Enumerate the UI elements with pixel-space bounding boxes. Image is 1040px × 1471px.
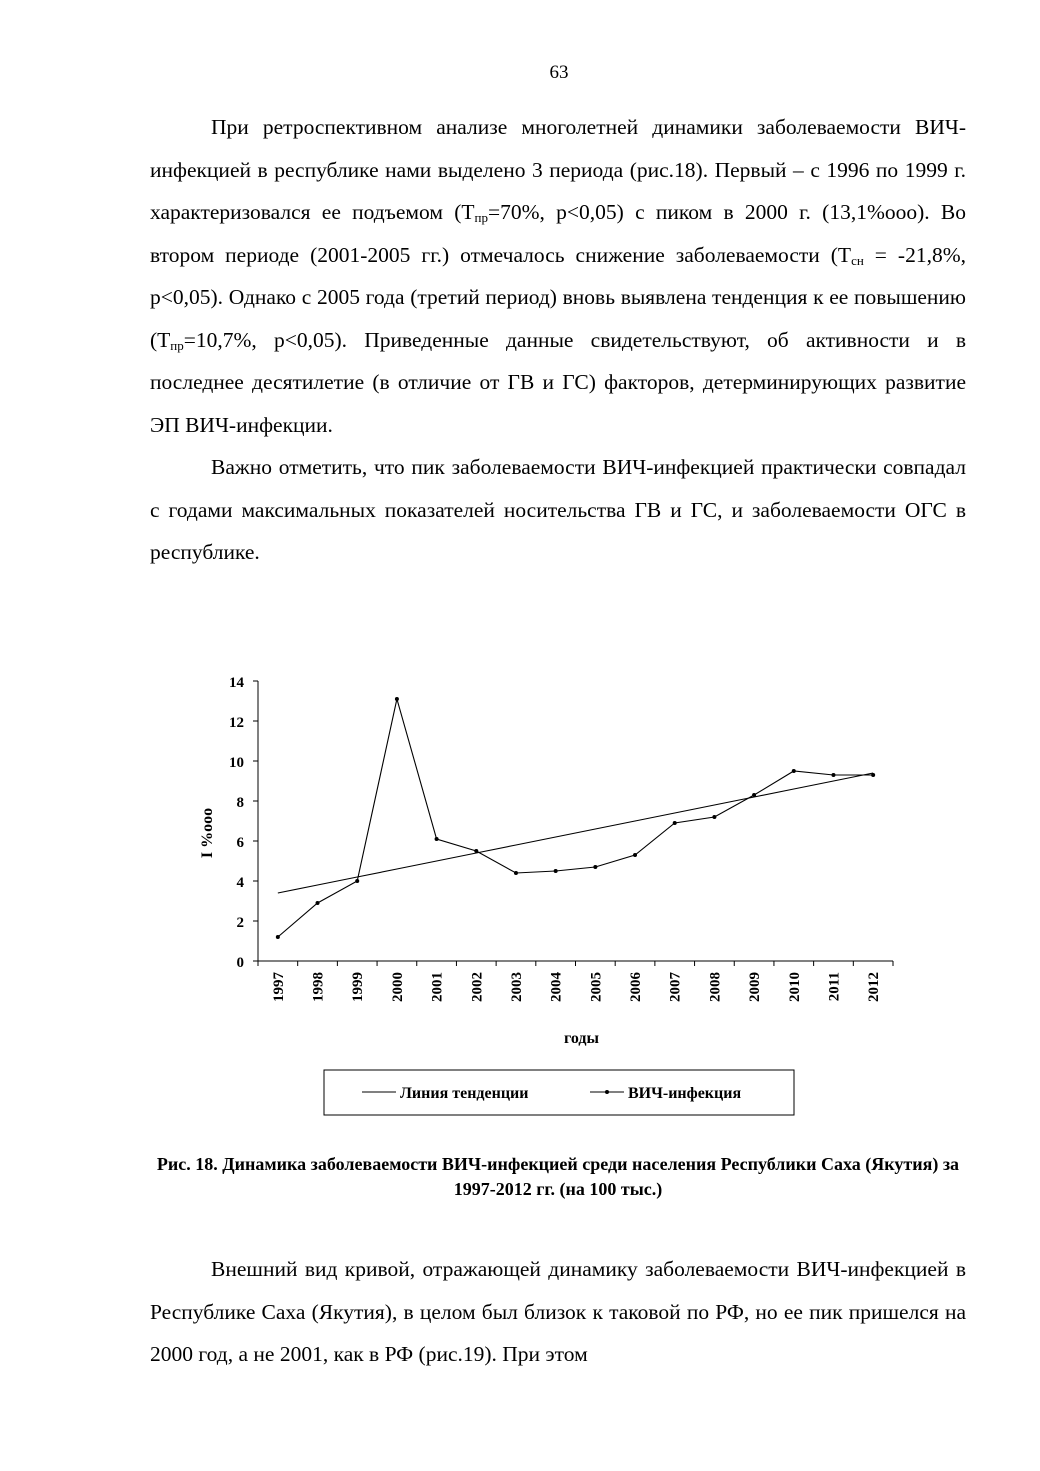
y-tick-label: 12 [229,715,244,731]
body-text-top [150,106,966,574]
paragraph-text: Важно отметить, что пик заболеваемости ВИЧ-инфекцией практически совпадал с годами максимальных показателей носительства ГВ и ГС, и заболеваемости ОГС в республике. [150,455,966,564]
data-point [355,879,359,883]
figure-chart [190,665,910,1125]
y-tick-label: 6 [236,835,244,851]
data-point [276,935,280,939]
data-point [831,773,835,777]
y-tick-label: 2 [236,915,244,931]
data-point [633,853,637,857]
page-number: 63 [549,62,569,83]
data-point [514,871,518,875]
x-tick-label: 2005 [588,972,605,1002]
subscript-text: пр [170,337,184,353]
x-tick-label: 1998 [310,972,327,1002]
y-tick-label: 10 [229,755,244,771]
x-tick-label: 2009 [747,972,764,1002]
subscript-text: сн [851,252,864,268]
legend-marker [605,1090,609,1094]
x-tick-label: 1999 [350,972,367,1002]
y-tick-label: 0 [236,955,244,971]
data-point [316,901,320,905]
y-tick-label: 4 [236,875,244,891]
x-tick-label: 2003 [508,972,525,1002]
x-tick-label: 2002 [469,972,486,1002]
data-point [395,697,399,701]
x-tick-label: 2011 [826,972,843,1002]
x-tick-label: 2012 [866,972,883,1002]
paragraph [150,1248,966,1376]
y-tick-label: 8 [236,795,244,811]
paragraph-text: =10,7%, р<0,05). Приведенные данные свидетельствуют, об активности и в последнее десятилетие (в отличие от ГВ и ГС) факторов, детерминирующих развитие ЭП ВИЧ-инфекции. [150,327,966,437]
data-point [673,821,677,825]
data-point [712,815,716,819]
data-point [792,769,796,773]
paragraph-text: При ретроспективном анализе многолетней динамики заболеваемости ВИЧ-инфекцией в республике нами выделено 3 периода (рис.18). Первый – с 1996 по 1999 г. характеризовался ее подъемом (Т [150,115,966,224]
x-tick-label: 2010 [786,972,803,1002]
data-point [593,865,597,869]
subscript-text: пр [474,210,488,225]
paragraph-text: Внешний вид кривой, отражающей динамику заболеваемости ВИЧ-инфекцией в Республике Саха (Якутия), в целом был близок к таковой по РФ, но ее пик пришелся на 2000 год, а не 2001, как в РФ (рис.19). При этом [150,1257,966,1366]
x-tick-label: 2001 [429,972,446,1002]
paragraph-text: =70%, р<0,05) с пиком в 2000 г. (13,1%ооо). Во втором периоде (2001-2005 гг.) отмечалось снижение заболеваемости (Т [150,200,966,267]
x-tick-label: 2007 [667,972,684,1002]
data-point [435,837,439,841]
y-tick-label: 14 [229,675,244,691]
figure-caption: Рис. 18. Динамика заболеваемости ВИЧ-инфекцией среди населения Республики Саха (Якутия) за 1997-2012 гг. (на 100 тыс.) [156,1154,960,1199]
line-chart [190,665,910,1125]
x-axis-title: годы [564,1030,599,1047]
paragraph-text: = -21,8%, р<0,05). Однако с 2005 года (третий период) вновь выявлена тенденция к ее повышению (Т [150,242,966,352]
x-tick-label: 2004 [548,972,565,1002]
data-point [554,869,558,873]
legend-label: ВИЧ-инфекция [628,1085,742,1102]
x-tick-label: 2006 [628,972,645,1002]
paragraph [150,446,966,574]
paragraph [150,106,966,446]
x-tick-label: 1997 [270,972,287,1002]
body-text-bottom [150,1248,966,1376]
hiv-series-line [278,699,873,937]
legend-label: Линия тенденции [400,1085,529,1102]
y-axis-title: I %ooo [199,807,216,859]
x-tick-label: 2008 [707,972,724,1002]
x-tick-label: 2000 [389,972,406,1002]
